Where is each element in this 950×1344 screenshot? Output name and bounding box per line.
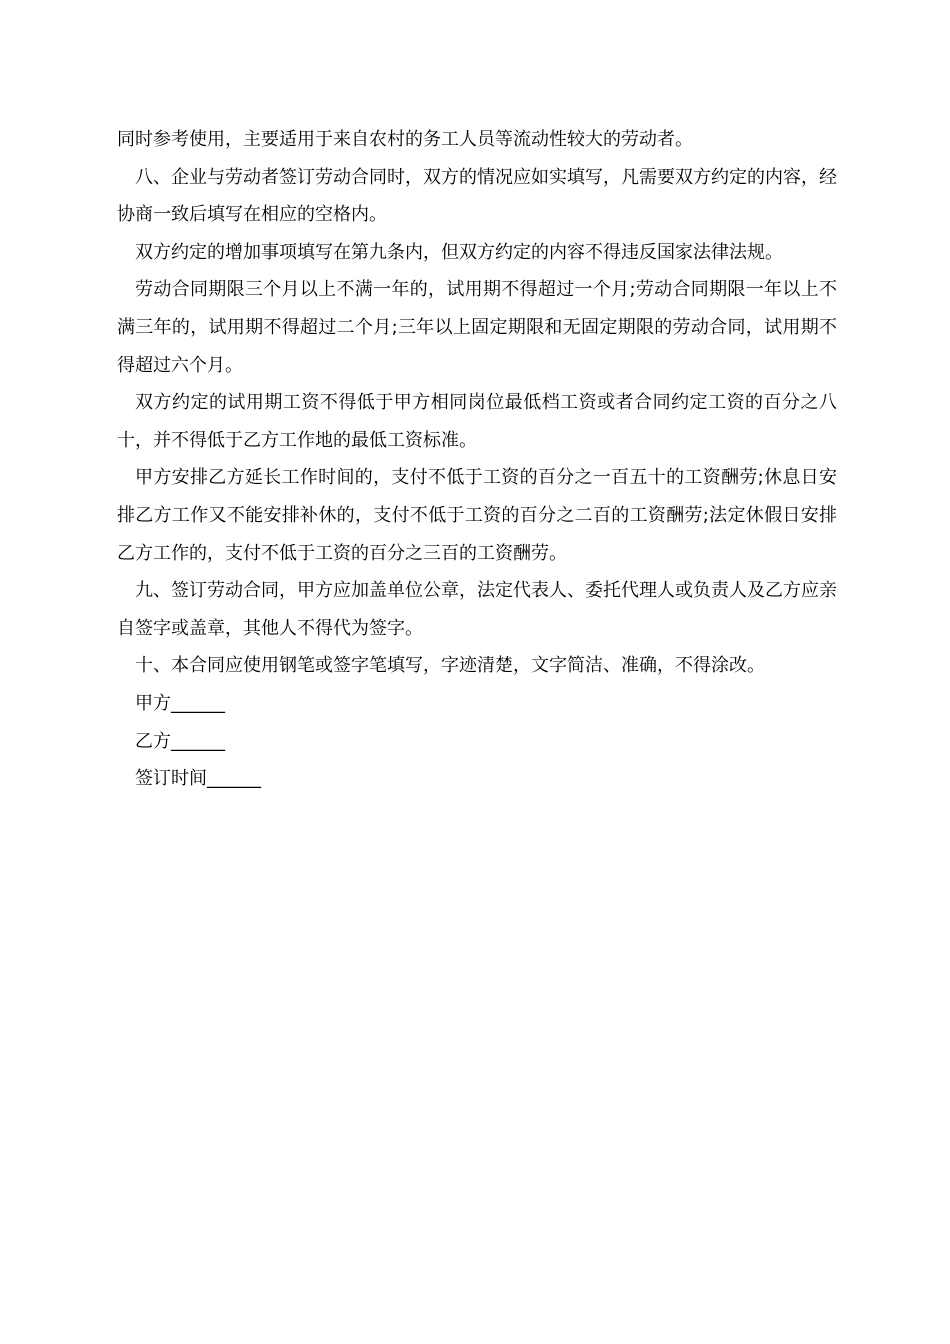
paragraph-additional-items: 双方约定的增加事项填写在第九条内，但双方约定的内容不得违反国家法律法规。 — [135, 241, 783, 263]
paragraph-probation-period: 劳动合同期限三个月以上不满一年的，试用期不得超过一个月;劳动合同期限一年以上不满三年的，试用期不得超过二个月;三年以上固定期限和无固定期限的劳动合同，试用期不得超过六个月。 — [117, 279, 837, 376]
signature-party-b: 乙方______ — [135, 730, 225, 752]
paragraph-usage-note: 同时参考使用，主要适用于来自农村的务工人员等流动性较大的劳动者。 — [117, 129, 693, 150]
paragraph-clause-9: 九、签订劳动合同，甲方应加盖单位公章，法定代表人、委托代理人或负责人及乙方应亲自签字或盖章，其他人不得代为签字。 — [117, 580, 837, 639]
paragraph-clause-10: 十、本合同应使用钢笔或签字笔填写，字迹清楚，文字简洁、准确，不得涂改。 — [135, 655, 765, 677]
signature-date: 签订时间______ — [135, 768, 261, 790]
document-body — [117, 121, 837, 798]
paragraph-overtime-pay: 甲方安排乙方延长工作时间的，支付不低于工资的百分之一百五十的工资酬劳;休息日安排乙方工作又不能安排补休的，支付不低于工资的百分之二百的工资酬劳;法定休假日安排乙方工作的，支付不低于工资的百分之三百的工资酬劳。 — [117, 467, 837, 564]
paragraph-probation-wage: 双方约定的试用期工资不得低于甲方相同岗位最低档工资或者合同约定工资的百分之八十，并不得低于乙方工作地的最低工资标准。 — [117, 392, 837, 451]
signature-party-a: 甲方______ — [135, 692, 225, 714]
paragraph-clause-8: 八、企业与劳动者签订劳动合同时，双方的情况应如实填写，凡需要双方约定的内容，经协商一致后填写在相应的空格内。 — [117, 166, 837, 226]
